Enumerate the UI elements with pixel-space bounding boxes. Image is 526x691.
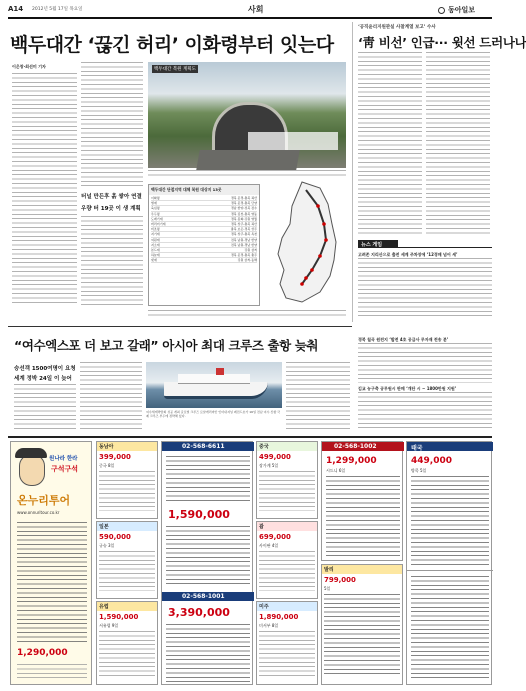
ad-price: 499,000	[259, 453, 291, 461]
brief-1-body	[358, 258, 492, 318]
table-row: 지소재 전북 남원-경남 함양	[151, 242, 257, 247]
ad-far-list-1	[411, 476, 489, 566]
table-row: 지기재 경북 상주-충북 옥천	[151, 232, 257, 237]
table-row: 버리미기재 경북 상주-충북 괴산	[151, 221, 257, 226]
newspaper-logo: 동아일보	[448, 6, 476, 14]
news-game-rule	[358, 247, 492, 248]
table-row: 본드재 강원 삼척	[151, 247, 257, 252]
ad-block-4[interactable]	[256, 441, 318, 519]
right-headline: ‘靑 비선’ 인급··· 윗선 드러나나	[358, 35, 526, 50]
ad-lines	[99, 471, 155, 511]
cruise-subhead-1: 승선객 1500여명이 요청	[14, 366, 76, 372]
ad-price: 699,000	[259, 533, 291, 541]
ad-cartoon-hat	[15, 448, 47, 458]
table-row: 벌재 경북 문경-충북 단양	[151, 201, 257, 206]
ad-block-6[interactable]	[256, 601, 318, 685]
table-row: 댓재 강원 삼척-동해	[151, 258, 257, 263]
table-row: 우두령 경북 김천-충북 영동	[151, 211, 257, 216]
ad-sub: 5일	[324, 586, 331, 591]
ad-tag: 발리	[322, 565, 402, 574]
road	[196, 150, 300, 170]
ad-lines	[99, 551, 155, 591]
table-body	[149, 195, 259, 264]
ship-hull	[164, 382, 268, 399]
ad-far-price: 449,000	[411, 456, 452, 466]
cruise-body-col3	[286, 362, 350, 432]
ad-left-list	[17, 522, 87, 642]
page-date: 2012년 5월 17일 목요일	[32, 7, 83, 12]
ad-lines	[99, 631, 155, 677]
ad-far-right[interactable]	[406, 441, 492, 685]
ad-tag: 괌	[257, 522, 317, 531]
table-row: 도래기재 경북 봉화-강원 영월	[151, 216, 257, 221]
ad-tag: 일본	[97, 522, 157, 531]
ad-main-center[interactable]	[161, 441, 253, 685]
map-point	[304, 276, 308, 280]
cruise-top-rule	[8, 326, 352, 327]
map-point	[300, 282, 304, 286]
lead-body-col2b	[81, 216, 143, 305]
ad-center-price-2: 3,390,000	[168, 606, 230, 619]
ship-deck	[178, 374, 250, 384]
ad-lines	[324, 594, 400, 674]
photo-caption-text	[148, 170, 346, 179]
map-peninsula	[278, 182, 336, 302]
ad-brand-1: 원나라 한라	[49, 456, 78, 462]
ad-brand-1-sub: 구석구석	[51, 465, 79, 473]
restoration-table	[148, 184, 260, 306]
ad-tag: 중국	[257, 442, 317, 451]
ad-sub: 중국 8일	[99, 463, 115, 468]
cruise-body-col2	[80, 362, 142, 432]
cruise-body-col1	[14, 384, 76, 432]
logo-emblem-icon	[438, 7, 445, 14]
map-point	[322, 222, 326, 226]
ad-lines	[259, 471, 315, 511]
right-kicker: ‘공직윤리지원관실 사찰계열 보고’ 수사	[358, 25, 436, 30]
ad-travel-left[interactable]	[10, 441, 92, 685]
map-point	[324, 238, 328, 242]
ad-cartoon-face	[19, 454, 45, 486]
tunnel-photo	[148, 62, 346, 168]
map-point	[310, 268, 314, 272]
ad-block-3[interactable]	[96, 601, 158, 685]
ad-left-foot	[17, 664, 87, 680]
table-row: 하늘재 경북 문경-충북 충주	[151, 253, 257, 258]
ad-far-sub: 방콕 5일	[411, 468, 427, 473]
ad-price: 1,890,000	[259, 613, 299, 621]
ad-far-tag: 태국	[411, 445, 423, 452]
lead-subhead-2: 우량 터 19곳 이 생 계획	[81, 206, 141, 212]
ad-tag: 미주	[257, 602, 317, 611]
news-game-title: 뉴스 게임	[361, 241, 383, 248]
brief-2-body	[358, 343, 492, 383]
ad-price: 590,000	[99, 533, 131, 541]
ad-lines	[259, 551, 315, 591]
brief-2-title: 경북 칠곡 원전지 ‘발전 4호 공급사 무자재 전송 분’	[358, 337, 449, 342]
ad-far-list-2	[411, 576, 489, 680]
ad-block-1[interactable]	[96, 441, 158, 519]
cruise-ship-photo	[146, 362, 282, 408]
lead-body-col1	[12, 73, 77, 305]
table-row: 육십령 경남 함양-전북 장수	[151, 206, 257, 211]
page-number: A14	[8, 5, 24, 13]
ad-tag: 동남아	[97, 442, 157, 451]
table-title: 백두대간 단절지역 대체 복원 대상지 13곳	[149, 185, 259, 195]
cruise-caption: 여수세계박람회 성공 개최 글로벌 크루즈 로얄캐리비안 인터내셔널 레전드호가 16일 전남 여수 신항 국제 크루즈 부두에 정박해 있다.	[146, 410, 281, 418]
brief-1-title: 고려존 지리산으로 출전 세계 주차장에 ‘12경매 넘어 세’	[358, 252, 458, 257]
right-body-col2	[426, 52, 490, 237]
ad-brand-2: 온누리투어	[17, 494, 71, 507]
ad-center-list-1	[166, 456, 250, 504]
ad-right-price: 1,299,000	[326, 456, 377, 466]
table-row: 이화령 경북 문경-충북 괴산	[151, 196, 257, 200]
ad-center-list-3	[166, 624, 250, 682]
right-body-col1	[358, 52, 422, 237]
map-point	[318, 254, 322, 258]
page-header	[8, 3, 492, 17]
korea-map	[262, 180, 348, 308]
table-row: 비조령 충북 보은-경북 상주	[151, 227, 257, 232]
ad-left-price: 1,290,000	[17, 648, 68, 658]
section-title: 사회	[248, 5, 264, 14]
ad-right-top[interactable]	[321, 441, 403, 561]
ad-far-divider	[407, 570, 493, 571]
ad-tag: 유럽	[97, 602, 157, 611]
ad-price: 399,000	[99, 453, 131, 461]
ad-price: 1,590,000	[99, 613, 139, 621]
ad-right-bottom[interactable]	[321, 564, 403, 685]
ad-phone-2[interactable]: 02-568-1001	[182, 593, 225, 600]
ad-sub: 규슈 3일	[99, 543, 115, 548]
lead-body-tail	[148, 310, 346, 318]
table-row: 여원재 전북 남원-경남 함양	[151, 237, 257, 242]
ad-sub: 미서부 8일	[259, 623, 279, 628]
cruise-headline: “여수엑스포 더 보고 갈래” 아시아 최대 크루즈 출항 늦춰	[14, 338, 319, 353]
column-divider	[352, 22, 353, 322]
ad-right-sub: 시드니 6일	[326, 468, 346, 473]
header-rule	[8, 17, 492, 19]
ads-top-rule	[8, 436, 492, 438]
ad-sub: 서유럽 9일	[99, 623, 119, 628]
ad-block-2[interactable]	[96, 521, 158, 599]
map-point	[316, 204, 320, 208]
ad-center-list-2	[166, 526, 250, 586]
ad-center-price-1: 1,590,000	[168, 508, 230, 521]
lead-byline: 이은창·최선미 기자	[12, 64, 46, 69]
ad-sub: 사이판 4일	[259, 543, 279, 548]
ad-price: 799,000	[324, 576, 356, 584]
lead-subhead-1: 터널 만든후 흙 쌓아 연결	[81, 194, 142, 200]
ad-sub: 장가계 5일	[259, 463, 279, 468]
lead-body-col2	[81, 62, 143, 186]
cruise-subhead-2: 세계 정박 24일 이 늦어	[14, 376, 72, 382]
ad-phone-3[interactable]: 02-568-1002	[334, 443, 377, 450]
photo-caption	[248, 132, 338, 150]
brief-3-body	[358, 392, 492, 430]
ad-phone[interactable]: 02-568-6611	[182, 443, 225, 450]
ad-lines	[259, 631, 315, 677]
ad-url[interactable]: www.onnuritour.co.kr	[17, 510, 60, 515]
ad-block-5[interactable]	[256, 521, 318, 599]
photo-label: 백두대간 복원 계획도	[154, 67, 196, 72]
ad-right-list	[326, 476, 400, 556]
lead-headline: 백두대간 ‘끊긴 허리’ 이화령부터 잇는다	[10, 34, 334, 56]
ship-funnel	[216, 368, 224, 375]
brief-3-title: 김교 농구축 공무원시 판매 ‘개단 시 ~ 1800만원 지원’	[358, 386, 457, 391]
